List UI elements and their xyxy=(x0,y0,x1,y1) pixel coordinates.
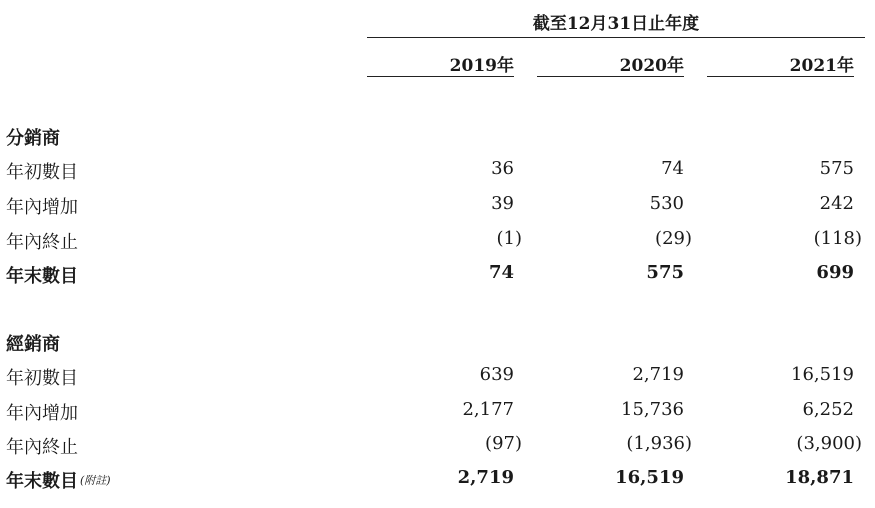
year-rule-2021 xyxy=(707,76,854,77)
year-header-2019: 2019年 xyxy=(449,56,514,76)
year-rule-2019 xyxy=(367,76,514,77)
cell-value-total: 74 xyxy=(488,262,514,283)
cell-value: (1) xyxy=(496,228,522,249)
row-label-total-text: 年末數目 xyxy=(6,471,78,492)
cell-value: 2,719 xyxy=(632,364,684,385)
cell-value: 639 xyxy=(479,364,514,385)
row-label: 年內增加 xyxy=(6,197,78,218)
cell-value: (3,900) xyxy=(796,433,862,454)
row-label-total: 年末數目 xyxy=(6,266,78,287)
row-label: 年內終止 xyxy=(6,232,78,253)
cell-value: (1,936) xyxy=(626,433,692,454)
row-label: 年初數目 xyxy=(6,162,78,183)
cell-value: (118) xyxy=(813,228,862,249)
cell-value: (29) xyxy=(655,228,692,249)
cell-value: 74 xyxy=(661,158,684,179)
row-label-total xyxy=(6,467,111,493)
footnote-marker: (附註) xyxy=(80,474,111,487)
section-title-dealers: 經銷商 xyxy=(6,334,60,355)
row-label: 年初數目 xyxy=(6,368,78,389)
cell-value: 242 xyxy=(819,193,854,214)
cell-value-total: 699 xyxy=(816,262,854,283)
cell-value: 36 xyxy=(491,158,514,179)
cell-value-total: 575 xyxy=(646,262,684,283)
period-header: 截至12月31日止年度 xyxy=(532,14,700,34)
cell-value-total: 18,871 xyxy=(785,467,854,488)
header-rule xyxy=(367,37,865,38)
year-header-2021: 2021年 xyxy=(789,56,854,76)
cell-value: 6,252 xyxy=(802,399,854,420)
cell-value: 16,519 xyxy=(791,364,854,385)
cell-value: (97) xyxy=(485,433,522,454)
row-label: 年內終止 xyxy=(6,437,78,458)
year-rule-2020 xyxy=(537,76,684,77)
row-label: 年內增加 xyxy=(6,403,78,424)
cell-value: 575 xyxy=(819,158,854,179)
year-header-2020: 2020年 xyxy=(619,56,684,76)
cell-value: 2,177 xyxy=(462,399,514,420)
cell-value: 15,736 xyxy=(621,399,684,420)
cell-value: 530 xyxy=(649,193,684,214)
section-title-distributors: 分銷商 xyxy=(6,128,60,149)
cell-value: 39 xyxy=(491,193,514,214)
cell-value-total: 16,519 xyxy=(615,467,684,488)
cell-value-total: 2,719 xyxy=(457,467,514,488)
